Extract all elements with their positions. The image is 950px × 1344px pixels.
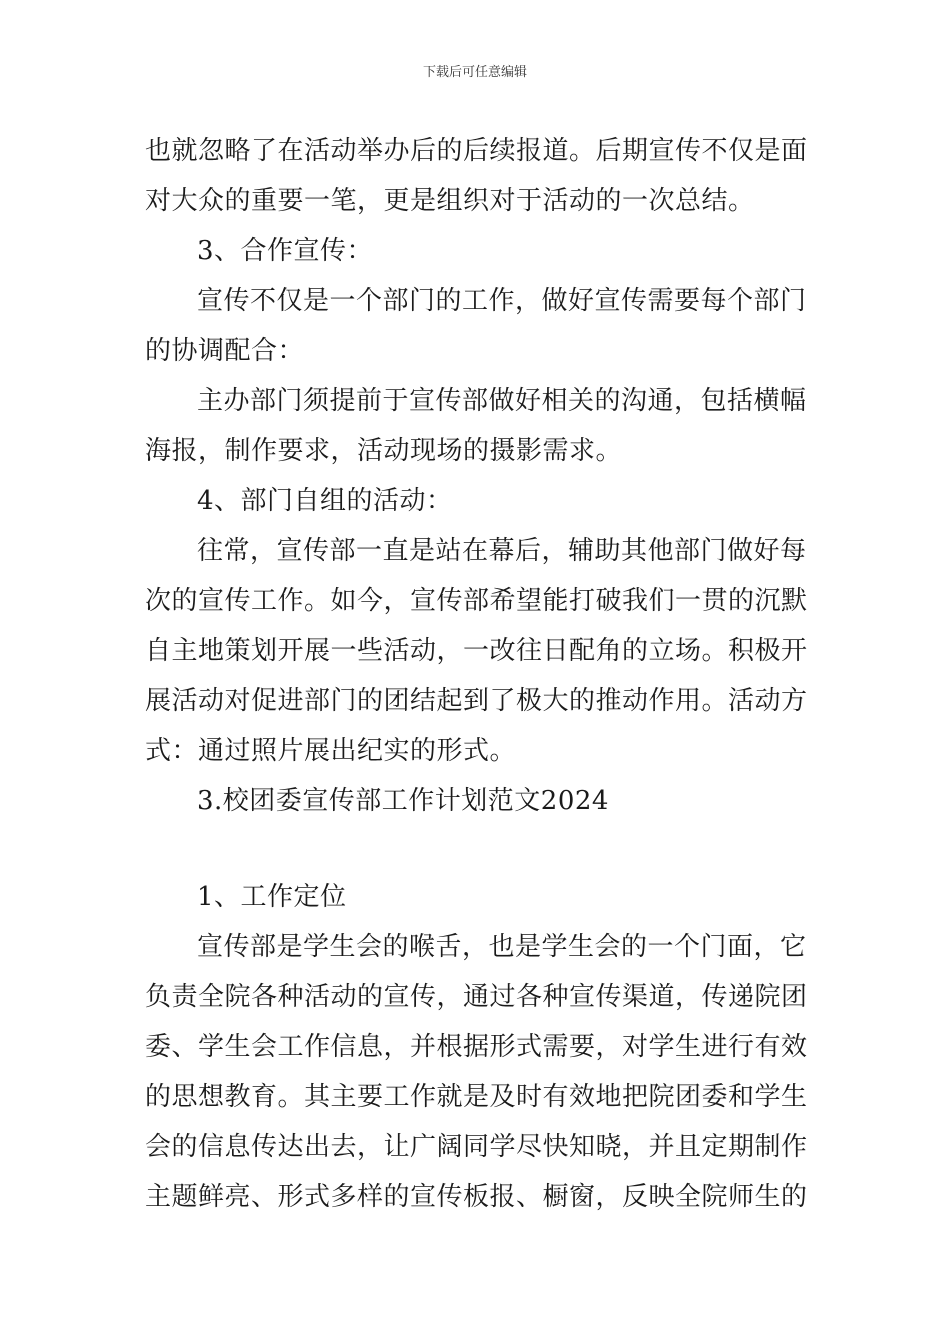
paragraph-line: 负责全院各种活动的宣传，通过各种宣传渠道，传递院团 bbox=[145, 982, 808, 1012]
document-title: 3.校团委宣传部工作计划范文2024 bbox=[197, 786, 609, 816]
paragraph-line: 主题鲜亮、形式多样的宣传板报、橱窗，反映全院师生的 bbox=[145, 1182, 808, 1212]
paragraph-line: 宣传部是学生会的喉舌，也是学生会的一个门面，它 bbox=[197, 932, 807, 962]
paragraph-line: 次的宣传工作。如今，宣传部希望能打破我们一贯的沉默 bbox=[145, 586, 808, 616]
section-heading: 4、部门自组的活动： bbox=[197, 486, 453, 516]
paragraph-line: 也就忽略了在活动举办后的后续报道。后期宣传不仅是面 bbox=[145, 136, 808, 166]
paragraph-line: 式：通过照片展出纪实的形式。 bbox=[145, 736, 517, 766]
paragraph-line: 展活动对促进部门的团结起到了极大的推动作用。活动方 bbox=[145, 686, 808, 716]
paragraph-line: 委、学生会工作信息，并根据形式需要，对学生进行有效 bbox=[145, 1032, 808, 1062]
paragraph-line: 往常，宣传部一直是站在幕后，辅助其他部门做好每 bbox=[197, 536, 807, 566]
document-body bbox=[145, 126, 810, 1222]
paragraph-line: 宣传不仅是一个部门的工作，做好宣传需要每个部门 bbox=[197, 286, 807, 316]
blank-spacer bbox=[145, 826, 810, 872]
section-heading: 1、工作定位 bbox=[197, 882, 347, 912]
paragraph-line: 主办部门须提前于宣传部做好相关的沟通，包括横幅 bbox=[197, 386, 807, 416]
page-header-caption: 下载后可任意编辑 bbox=[422, 65, 527, 80]
paragraph-line: 对大众的重要一笔，更是组织对于活动的一次总结。 bbox=[145, 186, 755, 216]
paragraph-line: 海报，制作要求，活动现场的摄影需求。 bbox=[145, 436, 623, 466]
section-heading: 3、合作宣传： bbox=[197, 236, 374, 266]
paragraph-line: 会的信息传达出去，让广阔同学尽快知晓，并且定期制作 bbox=[145, 1132, 808, 1162]
paragraph-line: 的协调配合： bbox=[145, 336, 305, 366]
paragraph-line: 自主地策划开展一些活动，一改往日配角的立场。积极开 bbox=[145, 636, 808, 666]
paragraph-line: 的思想教育。其主要工作就是及时有效地把院团委和学生 bbox=[145, 1082, 808, 1112]
